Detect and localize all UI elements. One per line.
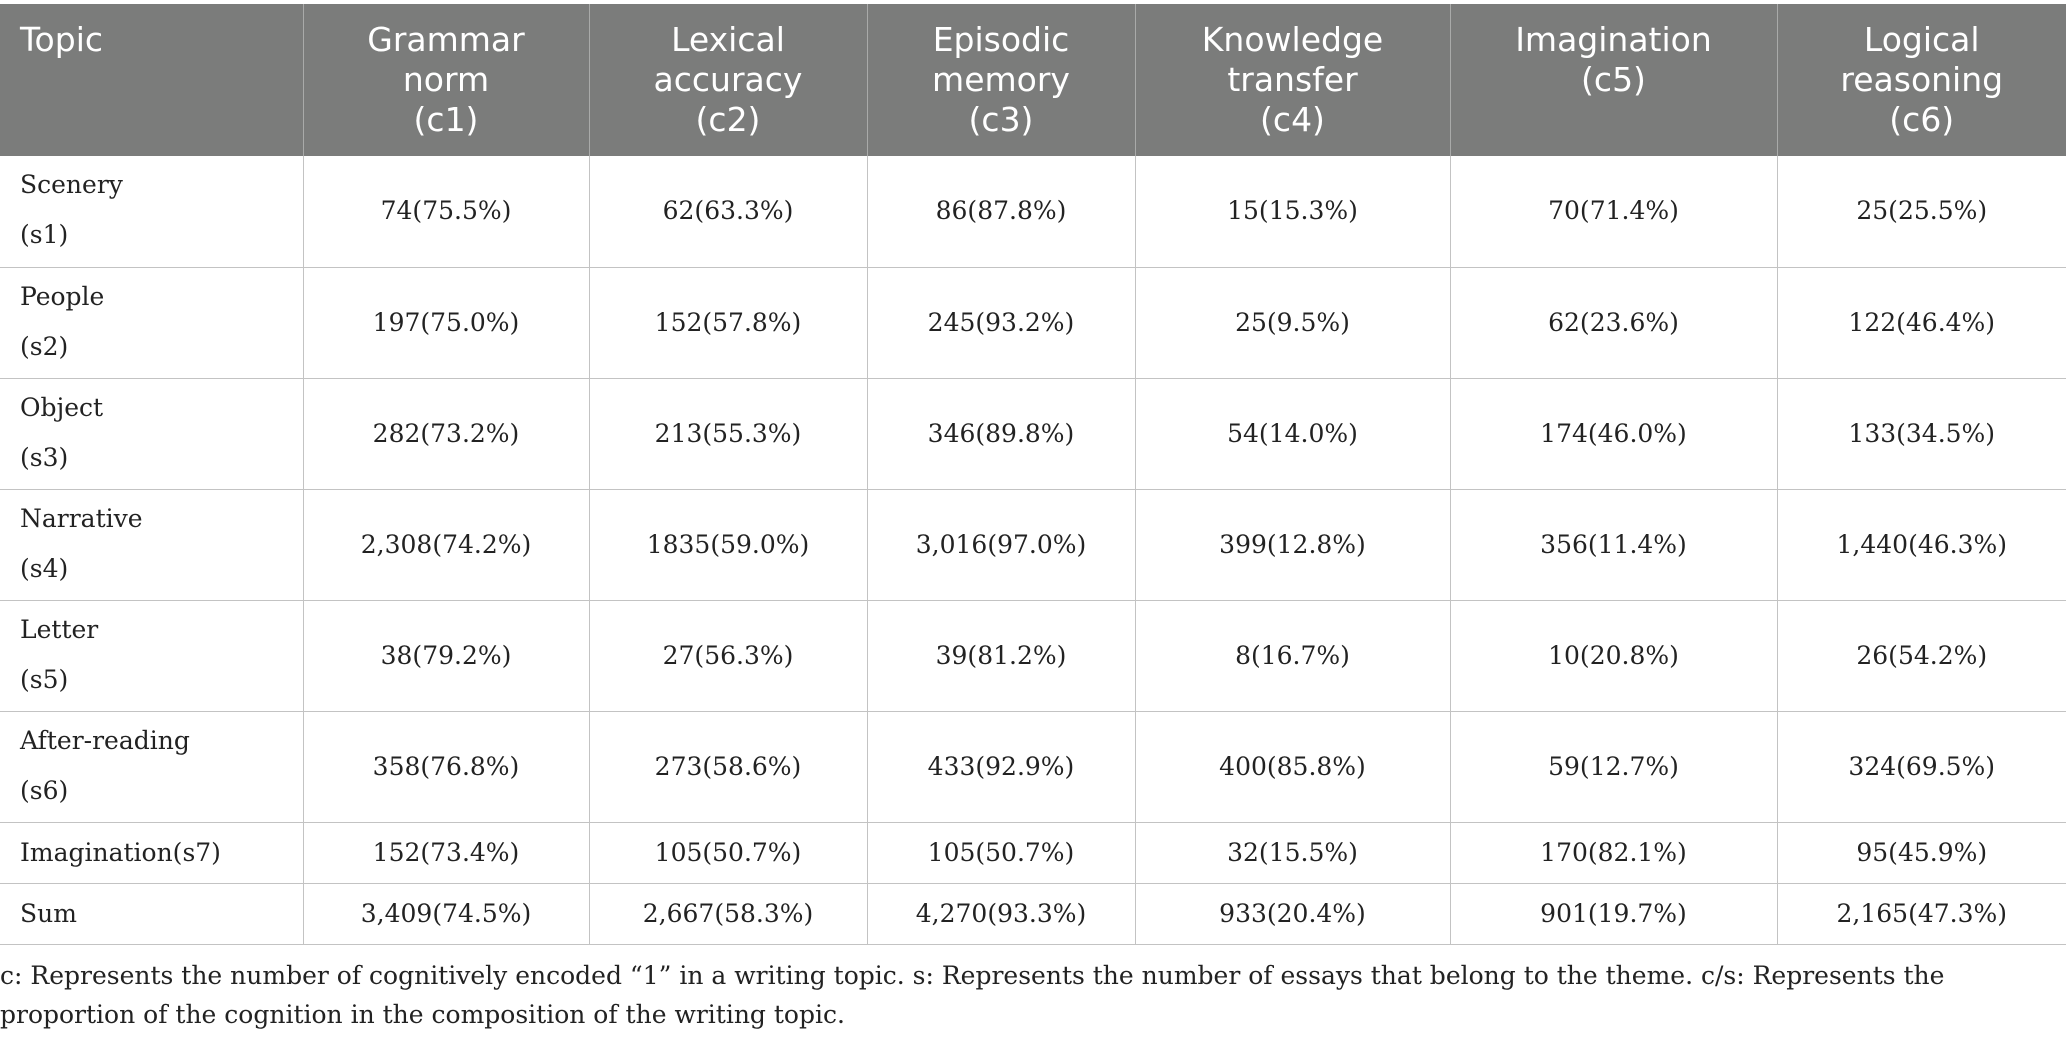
value-cell: 95(45.9%) — [1777, 822, 2066, 883]
value-cell: 901(19.7%) — [1450, 883, 1777, 944]
value-cell: 399(12.8%) — [1135, 489, 1450, 600]
table-row — [0, 822, 2066, 883]
value-cell: 4,270(93.3%) — [867, 883, 1135, 944]
table-row — [0, 378, 2066, 489]
header-topic: Topic — [0, 4, 303, 156]
value-cell: 346(89.8%) — [867, 378, 1135, 489]
value-cell: 62(23.6%) — [1450, 267, 1777, 378]
value-cell: 25(9.5%) — [1135, 267, 1450, 378]
header-lexical-accuracy: Lexical accuracy (c2) — [589, 4, 867, 156]
value-cell: 54(14.0%) — [1135, 378, 1450, 489]
value-cell: 8(16.7%) — [1135, 600, 1450, 711]
value-cell: 197(75.0%) — [303, 267, 589, 378]
value-cell: 213(55.3%) — [589, 378, 867, 489]
topic-cell: Object (s3) — [0, 378, 303, 489]
value-cell: 358(76.8%) — [303, 711, 589, 822]
value-cell: 105(50.7%) — [867, 822, 1135, 883]
value-cell: 86(87.8%) — [867, 156, 1135, 267]
value-cell: 38(79.2%) — [303, 600, 589, 711]
value-cell: 933(20.4%) — [1135, 883, 1450, 944]
value-cell: 105(50.7%) — [589, 822, 867, 883]
value-cell: 32(15.5%) — [1135, 822, 1450, 883]
topic-cell: People (s2) — [0, 267, 303, 378]
value-cell: 2,165(47.3%) — [1777, 883, 2066, 944]
value-cell: 174(46.0%) — [1450, 378, 1777, 489]
value-cell: 39(81.2%) — [867, 600, 1135, 711]
value-cell: 324(69.5%) — [1777, 711, 2066, 822]
value-cell: 70(71.4%) — [1450, 156, 1777, 267]
value-cell: 15(15.3%) — [1135, 156, 1450, 267]
value-cell: 1835(59.0%) — [589, 489, 867, 600]
header-episodic-memory: Episodic memory (c3) — [867, 4, 1135, 156]
table-footnote: c: Represents the number of cognitively encoded “1” in a writing topic. s: Represents the number of essays that belong to the theme. c/s: Represents the proportion of the cognition in the composition of the writing topic. — [0, 961, 1945, 1029]
topic-cell: Scenery (s1) — [0, 156, 303, 267]
value-cell: 400(85.8%) — [1135, 711, 1450, 822]
value-cell: 3,409(74.5%) — [303, 883, 589, 944]
table-row — [0, 267, 2066, 378]
table-row — [0, 489, 2066, 600]
topic-cell: Sum — [0, 883, 303, 944]
value-cell: 2,667(58.3%) — [589, 883, 867, 944]
value-cell: 152(73.4%) — [303, 822, 589, 883]
topic-cell: Imagination(s7) — [0, 822, 303, 883]
header-knowledge-transfer: Knowledge transfer (c4) — [1135, 4, 1450, 156]
topic-cell: After-reading (s6) — [0, 711, 303, 822]
value-cell: 356(11.4%) — [1450, 489, 1777, 600]
value-cell: 152(57.8%) — [589, 267, 867, 378]
value-cell: 25(25.5%) — [1777, 156, 2066, 267]
value-cell: 27(56.3%) — [589, 600, 867, 711]
value-cell: 74(75.5%) — [303, 156, 589, 267]
value-cell: 282(73.2%) — [303, 378, 589, 489]
topic-cell: Narrative (s4) — [0, 489, 303, 600]
sum-row — [0, 883, 2066, 944]
header-grammar-norm: Grammar norm (c1) — [303, 4, 589, 156]
value-cell: 133(34.5%) — [1777, 378, 2066, 489]
value-cell: 1,440(46.3%) — [1777, 489, 2066, 600]
value-cell: 10(20.8%) — [1450, 600, 1777, 711]
value-cell: 2,308(74.2%) — [303, 489, 589, 600]
value-cell: 273(58.6%) — [589, 711, 867, 822]
topic-cell: Letter (s5) — [0, 600, 303, 711]
value-cell: 59(12.7%) — [1450, 711, 1777, 822]
header-logical-reasoning: Logical reasoning (c6) — [1777, 4, 2066, 156]
value-cell: 245(93.2%) — [867, 267, 1135, 378]
table-row — [0, 711, 2066, 822]
value-cell: 26(54.2%) — [1777, 600, 2066, 711]
value-cell: 170(82.1%) — [1450, 822, 1777, 883]
cognition-table — [0, 4, 2066, 945]
header-row — [0, 4, 2066, 156]
value-cell: 3,016(97.0%) — [867, 489, 1135, 600]
value-cell: 122(46.4%) — [1777, 267, 2066, 378]
value-cell: 433(92.9%) — [867, 711, 1135, 822]
table-row — [0, 156, 2066, 267]
table-row — [0, 600, 2066, 711]
header-imagination: Imagination (c5) — [1450, 4, 1777, 156]
value-cell: 62(63.3%) — [589, 156, 867, 267]
